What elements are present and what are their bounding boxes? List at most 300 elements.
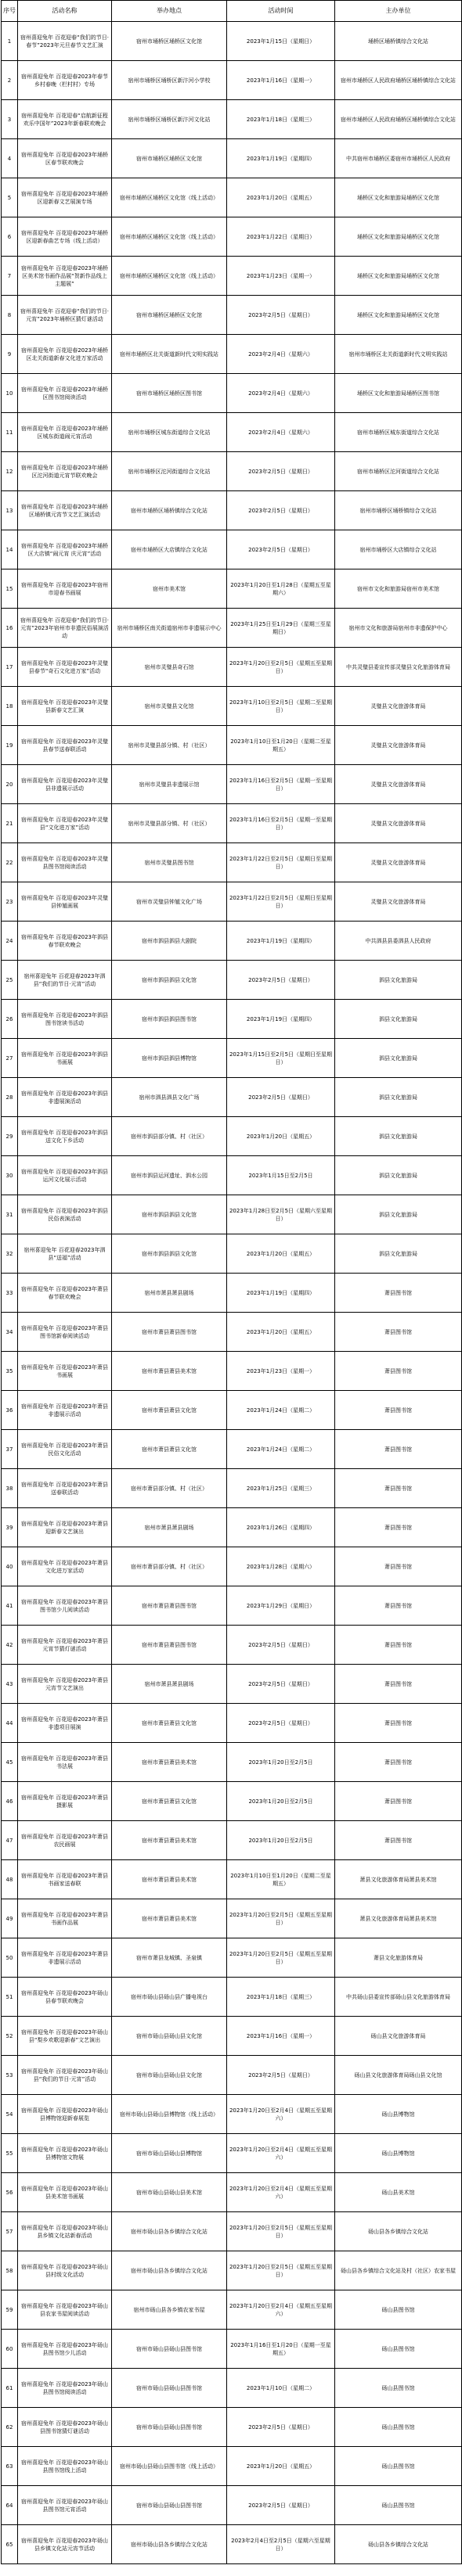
cell-name: 宿州喜迎兔年 百花迎春2023年萧县农民画展	[18, 1821, 112, 1860]
table-row	[2, 61, 462, 100]
table-row	[2, 2290, 462, 2330]
cell-no: 65	[2, 2525, 18, 2564]
cell-no: 20	[2, 765, 18, 804]
cell-place: 宿州市萧县龙城镇、圣泉镇	[112, 1938, 227, 1978]
table-row	[2, 609, 462, 648]
cell-name: 宿州喜迎兔年 百花迎春2023年萧县书画作品展	[18, 1899, 112, 1938]
cell-org: 埇桥区埇桥镇综合文化站	[335, 22, 462, 61]
cell-org: 泗县文化旅游局	[335, 1234, 462, 1274]
cell-place: 宿州市泗县泗县文化馆	[112, 1195, 227, 1234]
table-row	[2, 882, 462, 922]
cell-time: 2023年1月20日至1月28日（星期五至星期六）	[227, 569, 335, 609]
table-row	[2, 452, 462, 491]
table-row	[2, 1626, 462, 1665]
cell-no: 10	[2, 374, 18, 413]
cell-org: 萧县图书馆	[335, 1586, 462, 1626]
cell-place: 宿州市砀山县砀山县图书馆	[112, 2408, 227, 2447]
cell-time: 2023年2月5日（星期日）	[227, 1704, 335, 1743]
cell-place: 宿州市砀山县砀山县文化馆	[112, 2056, 227, 2095]
cell-place: 宿州市萧县萧县图书馆	[112, 1586, 227, 1626]
table-row	[2, 22, 462, 61]
table-row	[2, 1743, 462, 1782]
cell-org: 砀山县图书馆	[335, 2290, 462, 2330]
cell-name: 宿州喜迎兔年 百花迎春“我们的节日·元宵”2023年埇桥区猜灯谜活动	[18, 296, 112, 335]
cell-place: 宿州市砀山县砀山县博物馆	[112, 2134, 227, 2173]
cell-name: 宿州喜迎兔年 百花迎春2023年萧县元宵节猜灯谜活动	[18, 1626, 112, 1665]
header-name: 活动名称	[18, 1, 112, 22]
cell-name: 宿州喜迎兔年 百花迎春2023年砀山县图书馆元宵活动	[18, 2486, 112, 2525]
cell-time: 2023年2月5日（星期日）	[227, 1665, 335, 1704]
header-org: 主办单位	[335, 1, 462, 22]
cell-place: 宿州市砀山县各乡镇综合文化站	[112, 2525, 227, 2564]
cell-time: 2023年2月5日（星期日）	[227, 491, 335, 530]
cell-name: 宿州喜迎兔年 百花迎春2023年埇桥区图书馆阅读活动	[18, 374, 112, 413]
cell-name: 宿州喜迎兔年 百花迎春2023年砀山县村级文化活动	[18, 2251, 112, 2290]
table-body	[2, 22, 462, 2564]
cell-place: 宿州市砀山县各乡镇农家书屋	[112, 2290, 227, 2330]
cell-time: 2023年1月26日（星期四）	[227, 1508, 335, 1547]
cell-place: 宿州市灵璧县部分镇、村（社区）	[112, 726, 227, 765]
cell-name: 宿州喜迎兔年 百花迎春2023年砀山县乡镇文化站元宵节活动	[18, 2525, 112, 2564]
table-row	[2, 961, 462, 1000]
cell-time: 2023年1月20日（星期五）	[227, 2447, 335, 2486]
cell-org: 宿州市埇桥区沱河街道综合文化站	[335, 452, 462, 491]
cell-name: 宿州喜迎兔年 百花迎春2023年灵璧县春节送春联活动	[18, 726, 112, 765]
cell-time: 2023年1月20日至2月4日（星期五至星期六）	[227, 2290, 335, 2330]
cell-name: 宿州喜迎兔年 百花迎春2023年砀山县“我们的节日·元宵”活动	[18, 2056, 112, 2095]
cell-no: 49	[2, 1899, 18, 1938]
cell-time: 2023年1月20日至2月5日	[227, 1821, 335, 1860]
cell-org: 泗县文化旅游局	[335, 1156, 462, 1195]
cell-name: 宿州喜迎兔年 百花迎春2023年埇桥区春节联欢晚会	[18, 139, 112, 178]
cell-name: 宿州喜迎兔年 百花迎春2023年萧县非遗展示活动	[18, 1938, 112, 1978]
cell-name: 宿州喜迎兔年 百花迎春2023年泗县图书馆读书活动	[18, 1000, 112, 1039]
cell-no: 26	[2, 1000, 18, 1039]
table-row	[2, 804, 462, 843]
table-row	[2, 687, 462, 726]
cell-time: 2023年1月23日（星期一）	[227, 1352, 335, 1391]
cell-name: 宿州喜迎兔年 百花迎春“启航新征程 欢乐中国年”2023年新春联欢晚会	[18, 100, 112, 139]
cell-org: 埇桥区文化和旅游局埇桥区文化馆	[335, 296, 462, 335]
cell-name: 宿州喜迎兔年 百花迎春2023年埇桥区大店镇“闹元宵 庆元宵”活动	[18, 530, 112, 569]
table-row	[2, 1586, 462, 1626]
cell-name: 宿州喜迎兔年 百花迎春2023年宿州市迎春书画展	[18, 569, 112, 609]
cell-no: 7	[2, 257, 18, 296]
table-row	[2, 374, 462, 413]
cell-no: 41	[2, 1586, 18, 1626]
cell-no: 3	[2, 100, 18, 139]
cell-no: 30	[2, 1156, 18, 1195]
cell-org: 砀山县图书馆	[335, 2330, 462, 2369]
cell-time: 2023年1月19日（星期四）	[227, 922, 335, 961]
cell-org: 灵璧县文化旅游体育局	[335, 687, 462, 726]
cell-time: 2023年1月20日（星期五）	[227, 178, 335, 217]
table-row	[2, 413, 462, 452]
cell-place: 宿州市萧县萧县美术馆	[112, 1352, 227, 1391]
cell-time: 2023年1月20日至2月5日（星期五至星期日）	[227, 648, 335, 687]
cell-no: 4	[2, 139, 18, 178]
cell-time: 2023年1月28日至2月5日（星期六至星期日）	[227, 1195, 335, 1234]
cell-place: 宿州市美术馆	[112, 569, 227, 609]
table-row	[2, 1782, 462, 1821]
cell-name: 宿州喜迎兔年 百花迎春2023年春节乡村春晚（栏村村）专场	[18, 61, 112, 100]
cell-place: 宿州市灵璧县奇石馆	[112, 648, 227, 687]
cell-name: 宿州喜迎兔年 百花迎春2023年萧县图书馆新春阅读活动	[18, 1313, 112, 1352]
cell-time: 2023年1月18日（星期三）	[227, 100, 335, 139]
cell-name: 宿州喜迎兔年 百花迎春2023年砀山县博物馆文物展	[18, 2134, 112, 2173]
cell-org: 萧县文化旅游体育局萧县美术馆	[335, 1899, 462, 1938]
table-row	[2, 1821, 462, 1860]
cell-name: 宿州喜迎兔年 百花迎春2023年灵璧县春节“奇石文化进万家”活动	[18, 648, 112, 687]
cell-no: 46	[2, 1782, 18, 1821]
cell-time: 2023年2月5日（星期日）	[227, 2056, 335, 2095]
cell-org: 埇桥区文化和旅游局埇桥区图书馆	[335, 374, 462, 413]
cell-no: 43	[2, 1665, 18, 1704]
cell-place: 宿州市灵璧县文化馆	[112, 687, 227, 726]
table-row	[2, 139, 462, 178]
table-row	[2, 2212, 462, 2251]
header-time: 活动时间	[227, 1, 335, 22]
cell-time: 2023年1月20日至2月5日（星期五至星期日）	[227, 2251, 335, 2290]
cell-time: 2023年1月20日至2月5日（星期五至星期日）	[227, 2212, 335, 2251]
table-row	[2, 1156, 462, 1195]
cell-name: 宿州喜迎兔年 百花迎春2023年埇桥区迎新春曲艺专场（线上活动）	[18, 217, 112, 257]
cell-org: 宿州市埇桥区人民政府埇桥区埇桥镇综合文化站	[335, 100, 462, 139]
cell-org: 中共宿州市埇桥区委宿州市埇桥区人民政府	[335, 139, 462, 178]
cell-place: 宿州市埇桥区沱河街道综合文化站	[112, 452, 227, 491]
cell-name: 宿州喜迎兔年 百花迎春2023年萧县书画展	[18, 1352, 112, 1391]
cell-org: 宿州市埇桥区大店镇综合文化站	[335, 530, 462, 569]
table-row	[2, 1430, 462, 1469]
cell-name: 宿州喜迎兔年 百花迎春2023年砀山县图书馆猜灯谜活动	[18, 2408, 112, 2447]
table-row	[2, 217, 462, 257]
cell-name: 宿州喜迎兔年 百花迎春2023年萧县非遗项目展演	[18, 1704, 112, 1743]
table-row	[2, 1000, 462, 1039]
cell-place: 宿州市埇桥区北关街道新时代文明实践站	[112, 335, 227, 374]
cell-no: 54	[2, 2095, 18, 2134]
table-row	[2, 1391, 462, 1430]
cell-org: 灵璧县文化旅游体育局	[335, 804, 462, 843]
cell-place: 宿州市萧县部分镇、村（社区）	[112, 1547, 227, 1586]
cell-time: 2023年1月22日至2月5日（星期日至星期日）	[227, 843, 335, 882]
table-row	[2, 257, 462, 296]
cell-name: 宿州喜迎兔年 百花迎春2023年埇桥区北关街道新春文化进万家活动	[18, 335, 112, 374]
cell-time: 2023年1月16日（星期一）	[227, 61, 335, 100]
cell-place: 宿州市萧县萧县剧场	[112, 1508, 227, 1547]
cell-time: 2023年1月20日至2月5日（星期五至星期日）	[227, 1938, 335, 1978]
cell-time: 2023年2月5日（星期日）	[227, 296, 335, 335]
cell-name: 宿州喜迎兔年 百花迎春2023年砀山县图书馆线上活动	[18, 2447, 112, 2486]
table-row	[2, 1234, 462, 1274]
cell-place: 宿州市埇桥区南关街道宿州市非遗展示中心	[112, 609, 227, 648]
cell-name: 宿州喜迎兔年 百花迎春2023年灵璧县新春文艺汇演	[18, 687, 112, 726]
cell-time: 2023年1月25日至1月29日（星期三至星期日）	[227, 609, 335, 648]
table-row	[2, 726, 462, 765]
cell-org: 泗县文化旅游局	[335, 1078, 462, 1117]
header-no: 序号	[2, 1, 18, 22]
cell-name: 宿州喜迎兔年 百花迎春2023年灵璧县“文化进万家”活动	[18, 804, 112, 843]
cell-no: 63	[2, 2447, 18, 2486]
cell-no: 24	[2, 922, 18, 961]
cell-org: 灵璧县文化旅游体育局	[335, 882, 462, 922]
cell-name: 宿州喜迎兔年 百花迎春2023年泗县运河文化展示活动	[18, 1156, 112, 1195]
cell-name: 宿州喜迎兔年 百花迎春2023年泗县书画展	[18, 1039, 112, 1078]
cell-no: 6	[2, 217, 18, 257]
cell-time: 2023年1月10日至1月20日（星期二至星期五）	[227, 726, 335, 765]
cell-place: 宿州市埇桥区埇桥镇综合文化站	[112, 491, 227, 530]
cell-place: 宿州市灵璧县图书馆	[112, 843, 227, 882]
cell-time: 2023年1月20日（星期五）	[227, 1117, 335, 1156]
cell-org: 埇桥区文化和旅游局埇桥区文化馆	[335, 257, 462, 296]
cell-place: 宿州市埇桥区大店镇综合文化站	[112, 530, 227, 569]
table-row	[2, 1860, 462, 1899]
cell-org: 萧县图书馆	[335, 1352, 462, 1391]
cell-org: 萧县图书馆	[335, 1626, 462, 1665]
cell-place: 宿州市砀山县砀山县图书馆	[112, 2330, 227, 2369]
cell-place: 宿州市萧县萧县图书馆	[112, 1626, 227, 1665]
table-row	[2, 1665, 462, 1704]
cell-place: 宿州市埇桥区埇桥区新汴河小学校	[112, 61, 227, 100]
cell-no: 25	[2, 961, 18, 1000]
table-row	[2, 491, 462, 530]
cell-no: 32	[2, 1234, 18, 1274]
cell-place: 宿州市泗县泗县文化馆	[112, 1234, 227, 1274]
table-row	[2, 335, 462, 374]
cell-org: 砀山县各乡镇综合文化站及村（社区）农家书屋	[335, 2251, 462, 2290]
cell-no: 57	[2, 2212, 18, 2251]
cell-org: 萧县图书馆	[335, 1704, 462, 1743]
cell-org: 泗县文化旅游局	[335, 961, 462, 1000]
cell-no: 37	[2, 1430, 18, 1469]
cell-org: 泗县文化旅游局	[335, 1000, 462, 1039]
cell-place: 宿州市砀山县砀山县文化馆	[112, 2017, 227, 2056]
cell-org: 中共砀山县委宣传部砀山县文化旅游体育局	[335, 1978, 462, 2017]
cell-name: 宿州喜迎兔年 百花迎春2023年萧县迎新春文艺演出	[18, 1508, 112, 1547]
cell-name: 宿州喜迎兔年 百花迎春2023年泗县送文化下乡活动	[18, 1117, 112, 1156]
table-row	[2, 1508, 462, 1547]
cell-place: 宿州市砀山县砀山县广播电视台	[112, 1978, 227, 2017]
cell-no: 44	[2, 1704, 18, 1743]
cell-name: 宿州喜迎兔年 百花迎春2023年灵璧县钟馗画展	[18, 882, 112, 922]
cell-no: 27	[2, 1039, 18, 1078]
cell-org: 砀山县图书馆	[335, 2486, 462, 2525]
cell-org: 砀山县博物馆	[335, 2095, 462, 2134]
cell-time: 2023年1月15日（星期日）	[227, 22, 335, 61]
cell-org: 宿州市文化和旅游局宿州市美术馆	[335, 569, 462, 609]
cell-no: 48	[2, 1860, 18, 1899]
cell-name: 宿州喜迎兔年 百花迎春2023年砀山县图书馆少儿活动	[18, 2330, 112, 2369]
table-row	[2, 648, 462, 687]
cell-place: 宿州市埇桥区埇桥区文化馆	[112, 139, 227, 178]
cell-name: 宿州喜迎兔年 百花迎春2023年泗县民俗表演活动	[18, 1195, 112, 1234]
cell-place: 宿州市泗县运河遗址、泗水公园	[112, 1156, 227, 1195]
cell-place: 宿州市萧县萧县美术馆	[112, 1899, 227, 1938]
cell-no: 23	[2, 882, 18, 922]
cell-org: 砀山县文化旅游体育局	[335, 2017, 462, 2056]
cell-no: 14	[2, 530, 18, 569]
table-row	[2, 2447, 462, 2486]
cell-place: 宿州市砀山县砀山县图书馆	[112, 2486, 227, 2525]
table-row	[2, 1313, 462, 1352]
cell-name: 宿州喜迎兔年 百花迎春2023年萧县元宵节文艺演出	[18, 1665, 112, 1704]
cell-name: 宿州喜迎兔年 百花迎春2023年萧县送春联活动	[18, 1469, 112, 1508]
cell-place: 宿州市萧县萧县美术馆	[112, 1860, 227, 1899]
cell-no: 31	[2, 1195, 18, 1234]
table-row	[2, 2056, 462, 2095]
cell-org: 泗县文化旅游局	[335, 1195, 462, 1234]
cell-no: 62	[2, 2408, 18, 2447]
cell-time: 2023年1月16日至1月20日（星期一至星期五）	[227, 2330, 335, 2369]
table-row	[2, 2095, 462, 2134]
cell-no: 34	[2, 1313, 18, 1352]
cell-place: 宿州市埇桥区埇桥区文化馆（线上活动）	[112, 217, 227, 257]
cell-org: 砀山县博物馆	[335, 2134, 462, 2173]
cell-time: 2023年1月20日（星期五）	[227, 1234, 335, 1274]
cell-org: 泗县文化旅游局	[335, 1117, 462, 1156]
cell-org: 埇桥区文化和旅游局埇桥区文化馆	[335, 178, 462, 217]
table-row	[2, 2408, 462, 2447]
cell-place: 宿州市泗县泗县大剧院	[112, 922, 227, 961]
cell-org: 灵璧县文化旅游体育局	[335, 765, 462, 804]
cell-name: 宿州喜迎兔年 百花迎春2023年萧县文化进万家活动	[18, 1547, 112, 1586]
cell-time: 2023年1月22日（星期日）	[227, 217, 335, 257]
cell-no: 39	[2, 1508, 18, 1547]
header-place: 举办地点	[112, 1, 227, 22]
table-row	[2, 1117, 462, 1156]
table-row	[2, 1078, 462, 1117]
cell-no: 36	[2, 1391, 18, 1430]
cell-no: 40	[2, 1547, 18, 1586]
cell-org: 萧县图书馆	[335, 1391, 462, 1430]
cell-time: 2023年1月20日至2月5日	[227, 1782, 335, 1821]
cell-time: 2023年1月20日至2月4日（星期五至星期六）	[227, 2134, 335, 2173]
cell-place: 宿州市萧县萧县图书馆	[112, 1313, 227, 1352]
cell-time: 2023年1月16日（星期一）	[227, 2017, 335, 2056]
cell-place: 宿州市灵璧县钟馗文化广场	[112, 882, 227, 922]
cell-name: 宿州喜迎兔年 百花迎春2023年泗县春节联欢晚会	[18, 922, 112, 961]
cell-org: 萧县图书馆	[335, 1430, 462, 1469]
cell-time: 2023年2月5日（星期日）	[227, 2486, 335, 2525]
cell-place: 宿州市砀山县砀山县美术馆	[112, 2173, 227, 2212]
cell-time: 2023年1月19日（星期四）	[227, 139, 335, 178]
cell-place: 宿州市萧县萧县文化馆	[112, 1704, 227, 1743]
cell-place: 宿州市砀山县各乡镇综合文化站	[112, 2251, 227, 2290]
cell-no: 9	[2, 335, 18, 374]
cell-place: 宿州市埇桥区埇桥区文化馆（线上活动）	[112, 178, 227, 217]
activity-table	[1, 0, 462, 2564]
cell-no: 18	[2, 687, 18, 726]
table-row	[2, 1938, 462, 1978]
table-row	[2, 922, 462, 961]
table-row	[2, 100, 462, 139]
cell-place: 宿州市砀山县砀山县图书馆（线上活动）	[112, 2447, 227, 2486]
cell-no: 16	[2, 609, 18, 648]
cell-org: 萧县文化旅游体育局	[335, 1938, 462, 1978]
cell-name: 宿州喜迎兔年 百花迎春2023年埇桥区迎新春文艺展演专场	[18, 178, 112, 217]
cell-name: 宿州喜迎兔年 百花迎春2023年砀山县美术馆书画展	[18, 2173, 112, 2212]
cell-name: 宿州喜迎兔年 百花迎春2023年砀山县春节联欢晚会	[18, 1978, 112, 2017]
cell-no: 2	[2, 61, 18, 100]
cell-name: 宿州喜迎兔年 百花迎春2023年砀山县博物馆迎新春展览	[18, 2095, 112, 2134]
table-row	[2, 2173, 462, 2212]
cell-time: 2023年1月20日至2月4日（星期五至星期六）	[227, 2173, 335, 2212]
cell-time: 2023年1月24日（星期二）	[227, 1391, 335, 1430]
cell-no: 60	[2, 2330, 18, 2369]
cell-org: 萧县图书馆	[335, 1665, 462, 1704]
cell-time: 2023年1月29日（星期日）	[227, 1586, 335, 1626]
cell-place: 宿州市泗县部分镇、村（社区）	[112, 1117, 227, 1156]
table-row	[2, 843, 462, 882]
cell-place: 宿州市埇桥区埇桥区图书馆	[112, 374, 227, 413]
table-row	[2, 1547, 462, 1586]
cell-name: 宿州喜迎兔年 百花迎春“我们的节日·春节”2023年元旦春节文艺汇演	[18, 22, 112, 61]
cell-no: 42	[2, 1626, 18, 1665]
table-row	[2, 1469, 462, 1508]
cell-place: 宿州市萧县萧县剧场	[112, 1274, 227, 1313]
cell-place: 宿州市砀山县各乡镇综合文化站	[112, 2212, 227, 2251]
cell-place: 宿州市灵璧县非遗展示馆	[112, 765, 227, 804]
table-row	[2, 178, 462, 217]
cell-time: 2023年1月10日（星期二）	[227, 2369, 335, 2408]
cell-no: 52	[2, 2017, 18, 2056]
cell-org: 砀山县图书馆	[335, 2369, 462, 2408]
cell-name: 宿州喜迎兔年 百花迎春2023年萧县民俗文化活动	[18, 1430, 112, 1469]
cell-no: 28	[2, 1078, 18, 1117]
cell-place: 宿州市泗县泗县博物馆	[112, 1039, 227, 1078]
cell-place: 宿州市埇桥区埇桥区文化馆（线上活动）	[112, 257, 227, 296]
cell-org: 砀山县各乡镇综合文化站	[335, 2525, 462, 2564]
cell-org: 砀山县美术馆	[335, 2173, 462, 2212]
cell-time: 2023年1月23日（星期一）	[227, 257, 335, 296]
cell-no: 15	[2, 569, 18, 609]
cell-org: 宿州市埇桥区埇桥镇综合文化站	[335, 491, 462, 530]
table-row	[2, 1195, 462, 1234]
cell-no: 56	[2, 2173, 18, 2212]
cell-name: 宿州喜迎兔年 百花迎春2023年泗县非遗展演活动	[18, 1078, 112, 1117]
table-row	[2, 530, 462, 569]
cell-no: 53	[2, 2056, 18, 2095]
cell-no: 5	[2, 178, 18, 217]
cell-no: 17	[2, 648, 18, 687]
cell-name: 宿州喜迎兔年 百花迎春2023年砀山县图书馆阅读活动	[18, 2369, 112, 2408]
cell-time: 2023年1月16日至2月5日（星期一至星期日）	[227, 765, 335, 804]
cell-no: 19	[2, 726, 18, 765]
table-row	[2, 569, 462, 609]
cell-time: 2023年1月16日至2月5日（星期一至星期日）	[227, 804, 335, 843]
cell-name: 宿州喜迎兔年 百花迎春2023年萧县书画家送春联	[18, 1860, 112, 1899]
cell-org: 中共灵璧县委宣传部灵璧县文化旅游体育局	[335, 648, 462, 687]
cell-no: 21	[2, 804, 18, 843]
cell-name: 宿州喜迎兔年 百花迎春2023年萧县非遗展示活动	[18, 1391, 112, 1430]
cell-place: 宿州市萧县萧县文化馆	[112, 1391, 227, 1430]
cell-org: 砀山县图书馆	[335, 2408, 462, 2447]
cell-time: 2023年1月15日至2月5日（星期日至星期日）	[227, 1039, 335, 1078]
cell-org: 灵璧县文化旅游体育局	[335, 726, 462, 765]
cell-place: 宿州市埇桥区埇桥区文化馆	[112, 22, 227, 61]
cell-no: 61	[2, 2369, 18, 2408]
cell-place: 宿州市泗县泗县图书馆	[112, 1000, 227, 1039]
table-row	[2, 296, 462, 335]
cell-time: 2023年1月24日（星期二）	[227, 1430, 335, 1469]
table-row	[2, 1039, 462, 1078]
cell-place: 宿州市埇桥区埇桥区新汴河文化站	[112, 100, 227, 139]
cell-place: 宿州市萧县部分镇、村（社区）	[112, 1469, 227, 1508]
cell-time: 2023年2月5日（星期日）	[227, 961, 335, 1000]
cell-name: 宿州喜迎兔年 百花迎春2023年萧县春节联欢晚会	[18, 1274, 112, 1313]
table-row	[2, 1352, 462, 1391]
cell-org: 宿州市埇桥区北关街道新时代文明实践站	[335, 335, 462, 374]
cell-time: 2023年2月5日（星期日）	[227, 1626, 335, 1665]
